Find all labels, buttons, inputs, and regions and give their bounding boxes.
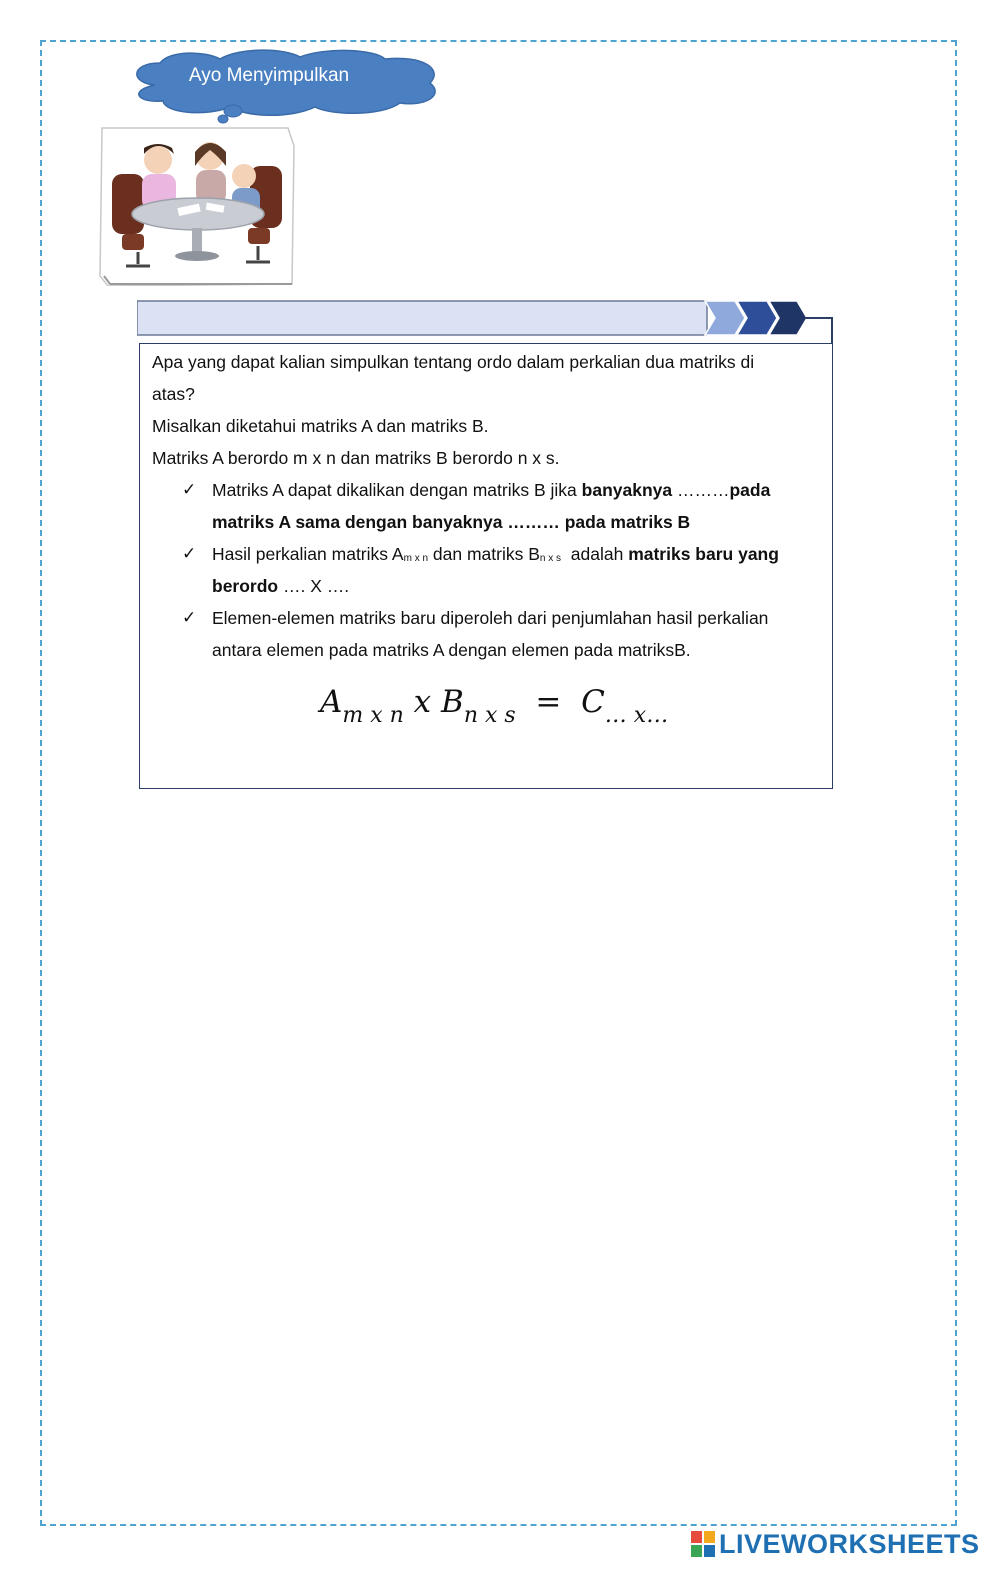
title-banner bbox=[137, 299, 834, 345]
banner-bar bbox=[137, 301, 707, 335]
bullet-1-line-1: Matriks A dapat dikalikan dengan matriks B jika banyaknya ………pada bbox=[212, 480, 771, 500]
bullet-2-line-2: berordo …. X …. bbox=[212, 576, 350, 596]
matrix-formula: $A_{m x n}$ x $B_{n x s} = C_{\dots x\dots}$ bbox=[320, 684, 669, 728]
person-right-head bbox=[232, 164, 256, 188]
check-icon: ✓ bbox=[182, 608, 197, 627]
question-line-2: atas? bbox=[152, 384, 195, 404]
logo-text: LIVEWORKSHEETS bbox=[719, 1528, 980, 1559]
bullet-3-line-2: antara elemen pada matriks A dengan elemen pada matriksB. bbox=[212, 640, 691, 660]
arrow-light-icon bbox=[705, 301, 745, 335]
person-left-head bbox=[144, 146, 172, 174]
check-icon: ✓ bbox=[182, 544, 197, 563]
order-line: Matriks A berordo m x n dan matriks B berordo n x s. bbox=[152, 448, 560, 468]
cloud-label: Ayo Menyimpulkan bbox=[188, 65, 350, 86]
logo-grid-icon bbox=[691, 1531, 715, 1557]
check-icon: ✓ bbox=[182, 480, 197, 499]
bullet-3-line-1: Elemen-elemen matriks baru diperoleh dari penjumlahan hasil perkalian bbox=[212, 608, 769, 628]
bullet-1-line-2: matriks A sama dengan banyaknya ……… pada matriks B bbox=[212, 512, 691, 532]
given-line: Misalkan diketahui matriks A dan matriks B. bbox=[152, 416, 489, 436]
chair-left bbox=[112, 174, 144, 234]
content-box bbox=[139, 343, 833, 789]
question-line-1: Apa yang dapat kalian simpulkan tentang ordo dalam perkalian dua matriks di bbox=[152, 352, 755, 372]
liveworksheets-logo[interactable] bbox=[691, 1528, 980, 1560]
cloud-heading bbox=[125, 45, 445, 125]
table-top bbox=[132, 198, 264, 230]
meeting-illustration bbox=[98, 126, 296, 286]
bullet-2-line-1: Hasil perkalian matriks Am x n dan matriks Bn x s adalah matriks baru yang bbox=[212, 544, 779, 564]
